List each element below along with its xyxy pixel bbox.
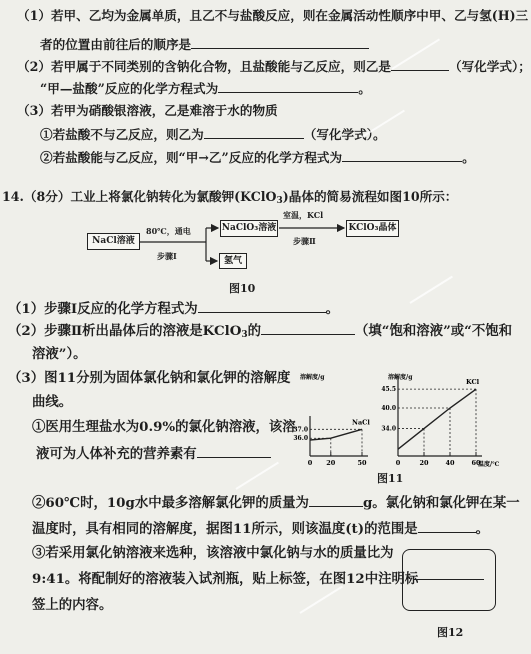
q1-p3-c1-note: （写化学式）。 (303, 127, 386, 142)
period: 。 (358, 81, 371, 96)
period: 。 (462, 150, 475, 165)
x-tick-label: 0 (307, 459, 313, 467)
watermark-stroke (299, 586, 342, 614)
x-axis-label: 温度/℃ (478, 461, 500, 468)
watermark-stroke (235, 462, 278, 490)
x-tick-label: 50 (357, 459, 367, 467)
y-tick-label: 34.0 (381, 425, 396, 433)
q1-p2-text: （2）若甲属于不同类别的含钠化合物，且盐酸能与乙反应，则乙是 (17, 59, 391, 74)
q14-s3-c3-line1: ③若采用氯化钠溶液来选种，该溶液中氯化钠与水的质量比为 (32, 545, 394, 561)
answer-blank[interactable] (198, 300, 326, 313)
flow-box-kclo3-crystal: KClO₃晶体 (346, 220, 399, 237)
q14-s2-line2: 溶液”）。 (32, 346, 87, 362)
flow-arrow2-condition: 室温，KCl (283, 210, 324, 220)
flow-arrows (0, 0, 519, 300)
y-axis-label: 溶解度/g (300, 374, 325, 381)
answer-blank[interactable] (261, 322, 355, 335)
kcl-solubility-chart (376, 370, 512, 468)
flow-arrow1-step: 步骤Ⅰ (157, 251, 177, 261)
y-tick-label: 36.0 (293, 435, 308, 443)
q14-header-tail: )晶体的简易流程如图10所示： (282, 189, 458, 204)
q1-p3-line1: （3）若甲为硝酸银溶液，乙是难溶于水的物质 (17, 103, 278, 118)
x-tick-label: 20 (419, 459, 429, 467)
flow-arrow2-step: 步骤Ⅱ (293, 236, 316, 246)
q14-s3-line2: 曲线。 (32, 394, 73, 410)
nacl-solubility-chart (292, 370, 368, 468)
q14-s3-line1: （3）图11分别为固体氯化钠和氯化钾的溶解度 (8, 370, 291, 386)
flow-box-hydrogen: 氢气 (219, 253, 247, 269)
q1-p2-note: （写化学式）； (448, 59, 531, 74)
q14-s2-line1 (8, 322, 512, 344)
q14-header-text: 14.（8分）工业上将氯化钠转化为氯酸钾(KClO (2, 189, 277, 204)
q14-s2-text: （2）步骤Ⅱ析出晶体后的溶液是KClO (8, 323, 242, 339)
q14-s3-c3-line2: 9:41。将配制好的溶液装入试剂瓶，贴上标签，在图12中注明标 (32, 571, 419, 587)
answer-blank[interactable] (418, 520, 476, 533)
q14-s3-c3-line3: 签上的内容。 (32, 597, 113, 613)
q1-p3-c1-text: ①若盐酸不与乙反应，则乙为 (40, 127, 204, 142)
subscript: 3 (241, 330, 248, 340)
reagent-label-box[interactable] (402, 549, 496, 611)
q14-s3-c2-text: ②60℃时，10g水中最多溶解氯化钾的质量为 (32, 495, 309, 511)
period: 。 (325, 301, 340, 317)
period: 。 (475, 521, 490, 537)
q14-s2-hint: （填“饱和溶液”或“不饱和 (355, 323, 513, 339)
x-tick-label: 40 (445, 459, 455, 467)
q14-s3-c1-line2 (36, 445, 271, 463)
fig11-caption: 图11 (377, 472, 404, 485)
y-tick-label: 45.5 (381, 386, 396, 394)
x-tick-label: 60 (471, 459, 481, 467)
answer-blank[interactable] (309, 494, 363, 507)
y-tick-label: 40.0 (381, 405, 396, 412)
series-name-label: KCl (466, 378, 480, 387)
series-name-label: NaCl (352, 418, 370, 427)
y-tick-label: 37.0 (293, 426, 308, 434)
x-tick-label: 0 (395, 459, 401, 467)
fig12-caption: 图12 (437, 626, 464, 639)
q14-s1-text: （1）步骤Ⅰ反应的化学方程式为 (8, 301, 198, 317)
q14-s3-c1-text: 液可为人体补充的营养素有 (36, 446, 197, 462)
q1-p1-line1: （1）若甲、乙均为金属单质，且乙不与盐酸反应，则在金属活动性顺序中甲、乙与氢(H)三 (17, 8, 529, 23)
q14-s2-of: 的 (247, 323, 262, 339)
q1-p1-text: 者的位置由前往后的顺序是 (40, 37, 192, 52)
q14-s3-c2-line2-text: 温度时，具有相同的溶解度，据图11所示，则该温度(t)的范围是 (32, 521, 418, 537)
q1-p2-eq-text: “甲—盐酸”反应的化学方程式为 (40, 81, 219, 96)
x-tick-label: 20 (326, 459, 336, 467)
q1-p3-c2-text: ②若盐酸能与乙反应，则“甲→乙”反应的化学方程式为 (40, 150, 343, 165)
label-line (414, 579, 484, 580)
answer-blank[interactable] (197, 445, 271, 458)
fig10-caption: 图10 (229, 282, 256, 295)
y-axis-label: 溶解度/g (388, 374, 413, 381)
q14-s3-c2-text2: g。氯化钠和氯化钾在某一 (362, 495, 520, 511)
q14-s1 (8, 300, 339, 318)
subscript: 3 (276, 196, 283, 206)
series-line (310, 429, 362, 440)
q14-s3-c2-line2 (32, 520, 489, 538)
q14-s3-c1-line1: ①医用生理盐水为0.9%的氯化钠溶液，该溶 (32, 419, 296, 435)
flow-box-naclo3-solution: NaClO₃溶液 (220, 220, 278, 237)
series-line (398, 389, 476, 449)
q14-s3-c2-line1 (32, 494, 520, 512)
flow-box-nacl-solution: NaCl溶液 (87, 233, 140, 250)
flow-arrow1-condition: 80℃，通电 (146, 226, 191, 236)
